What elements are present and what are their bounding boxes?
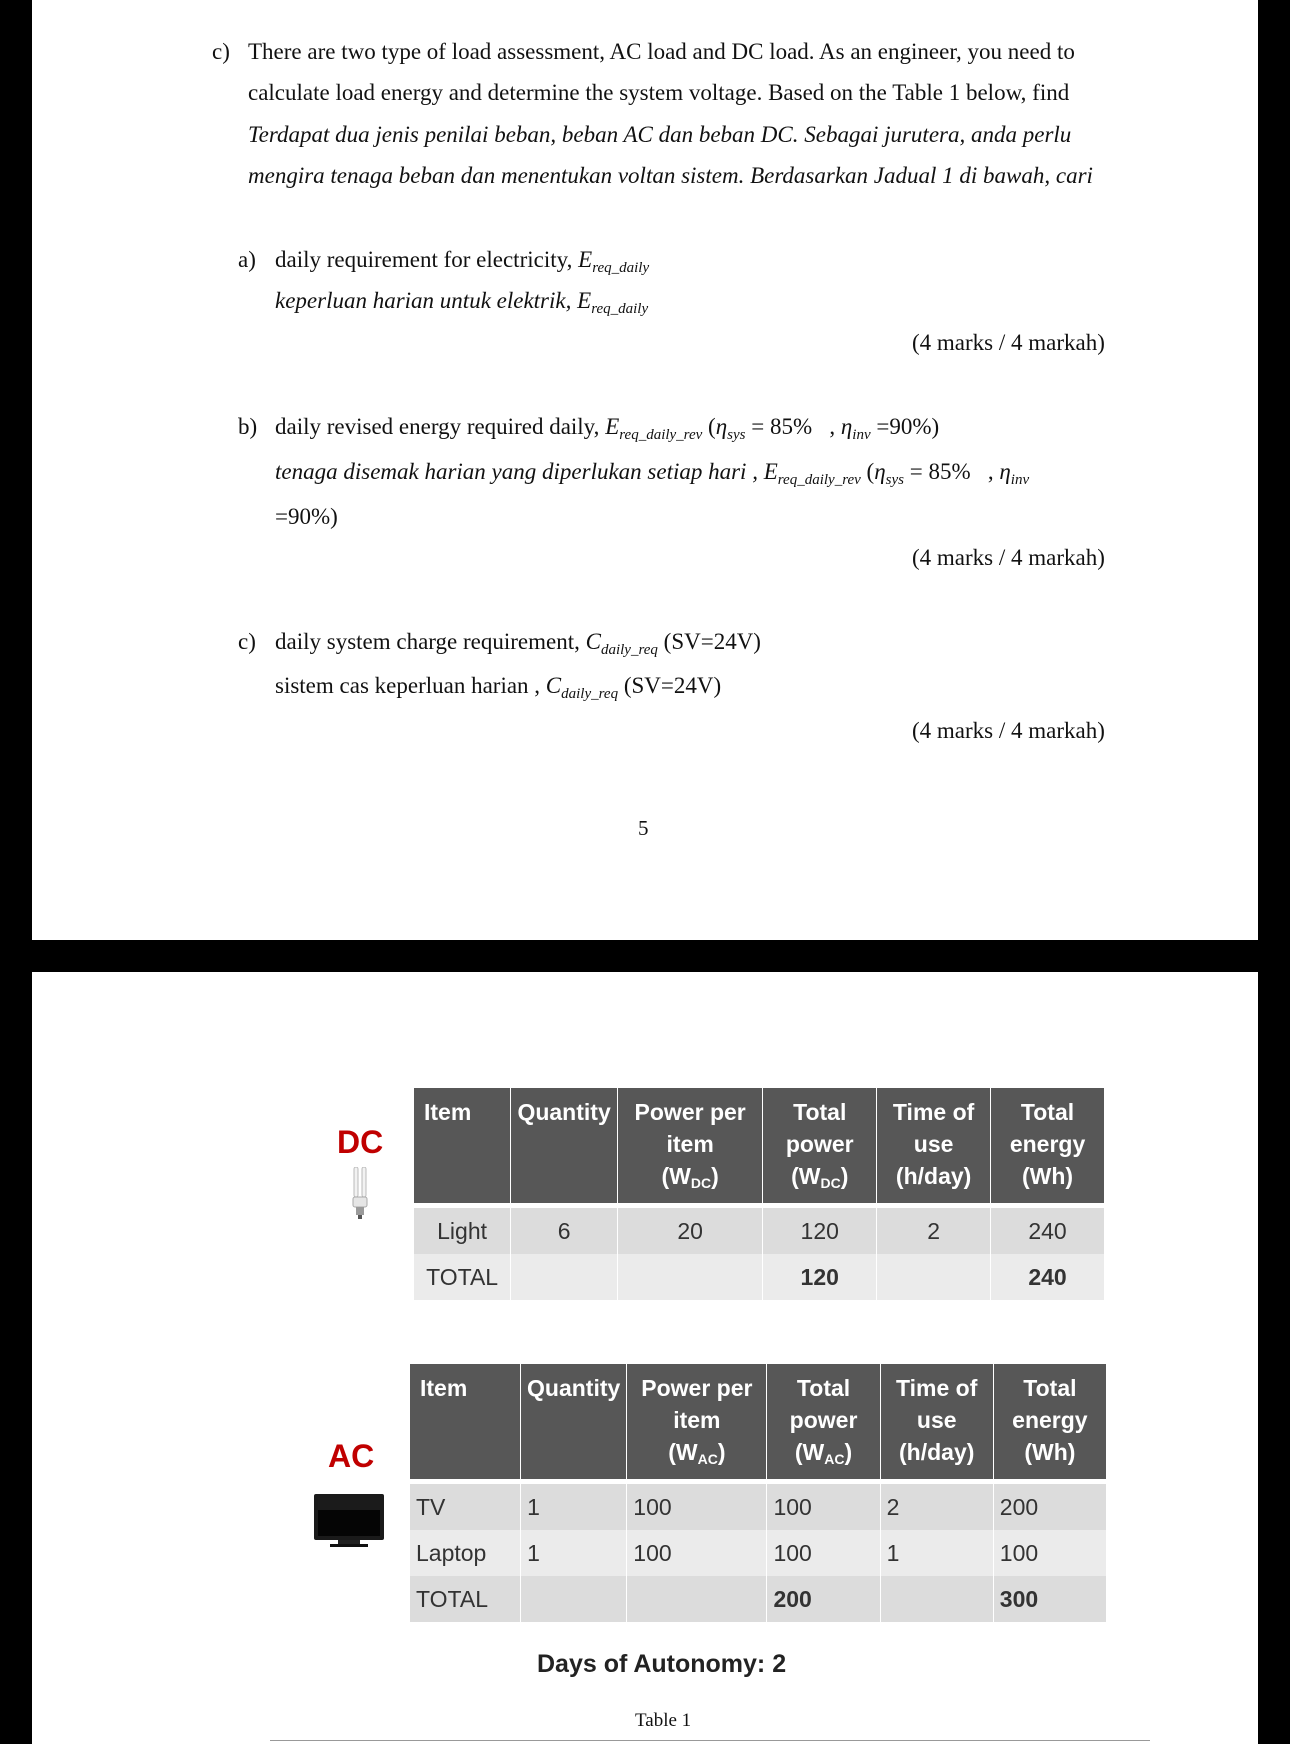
part-a-en: daily requirement for electricity, $E_{req\_daily}$ [275, 247, 650, 276]
dc-header-total-power: Total power $(W_{DC})$ [763, 1088, 877, 1206]
ac-cell-quantity: 1 [521, 1482, 627, 1531]
ac-total-power: 200 [767, 1576, 880, 1622]
part-c-en: daily system charge requirement, $C_{daily\_req}$ (SV=24V) [275, 629, 761, 658]
page-number: 5 [638, 816, 649, 840]
ac-header-power-per-item: Power per item $(W_{AC})$ [627, 1364, 767, 1482]
dc-total-energy: 240 [991, 1254, 1104, 1300]
ac-header-total-power: Total power $(W_{AC})$ [767, 1364, 880, 1482]
dc-cell-power-per-item: 20 [618, 1206, 763, 1255]
dc-cell-total-energy: 240 [991, 1206, 1104, 1255]
part-c-ms: sistem cas keperluan harian , $C_{daily\_req}$ (SV=24V) [275, 673, 722, 702]
part-b-label: b) [238, 414, 258, 439]
part-a-ms: keperluan harian untuk elektrik, $E_{req\_daily}$ [275, 288, 649, 317]
ac-label: AC [328, 1438, 375, 1474]
dc-cell-total-power: 120 [763, 1206, 877, 1255]
dc-total-label: TOTAL [414, 1254, 511, 1300]
part-a-marks: (4 marks / 4 markah) [912, 330, 1105, 355]
part-b-ms-wrap: =90%) [275, 504, 338, 529]
ac-cell-total-power: 100 [767, 1482, 880, 1531]
tv-icon [314, 1494, 384, 1548]
ac-load-table [410, 1364, 1106, 1622]
dc-load-table [414, 1088, 1104, 1300]
ac-header-quantity: Quantity [521, 1364, 627, 1482]
ac-cell-item: Laptop [410, 1530, 521, 1576]
ac-cell-item: TV [410, 1482, 521, 1531]
part-c-label: c) [238, 629, 256, 654]
table-caption: Table 1 [635, 1710, 692, 1731]
ac-cell-time-of-use: 2 [880, 1482, 993, 1531]
intro-ms-line1: Terdapat dua jenis penilai beban, beban AC dan beban DC. Sebagai jurutera, anda perlu [248, 122, 1072, 147]
dc-cell-time-of-use: 2 [877, 1206, 991, 1255]
days-of-autonomy: Days of Autonomy: 2 [537, 1650, 787, 1678]
dc-label: DC [337, 1124, 384, 1160]
ac-cell-total-energy: 200 [993, 1482, 1106, 1531]
part-c-marks: (4 marks / 4 markah) [912, 718, 1105, 743]
dc-header-quantity: Quantity [511, 1088, 618, 1206]
part-b-en: daily revised energy required daily, $E_{req\_daily\_rev}$ ($\eta_{sys} = 85\%$ , $\eta_{inv} =90\%$) [275, 414, 940, 443]
dc-total-power: 120 [763, 1254, 877, 1300]
question-page [32, 0, 1258, 940]
ac-header-total-energy: Total energy (Wh) [993, 1364, 1106, 1482]
ac-header-time-of-use: Time of use (h/day) [880, 1364, 993, 1482]
ac-cell-total-power: 100 [767, 1530, 880, 1576]
ac-total-label: TOTAL [410, 1576, 521, 1622]
question-number: c) [212, 39, 230, 64]
intro-ms-line2: mengira tenaga beban dan menentukan voltan sistem. Berdasarkan Jadual 1 di bawah, cari [248, 163, 1093, 188]
intro-en-line2: calculate load energy and determine the system voltage. Based on the Table 1 below, find [248, 80, 1070, 105]
intro-en-line1: There are two type of load assessment, AC load and DC load. As an engineer, you need to [248, 39, 1075, 64]
ac-cell-power-per-item: 100 [627, 1482, 767, 1531]
table-row [414, 1206, 1104, 1255]
table-row [410, 1576, 1106, 1622]
table-row [414, 1254, 1104, 1300]
ac-header-item: Item [410, 1364, 521, 1482]
part-a-label: a) [238, 247, 256, 272]
table-page [32, 972, 1258, 1744]
dc-header-time-of-use: Time of use (h/day) [877, 1088, 991, 1206]
ac-cell-time-of-use: 1 [880, 1530, 993, 1576]
dc-header-total-energy: Total energy (Wh) [991, 1088, 1104, 1206]
table-row [410, 1482, 1106, 1531]
ac-cell-power-per-item: 100 [627, 1530, 767, 1576]
dc-header-item: Item [414, 1088, 511, 1206]
table-row [410, 1530, 1106, 1576]
dc-cell-item: Light [414, 1206, 511, 1255]
part-b-marks: (4 marks / 4 markah) [912, 545, 1105, 570]
ac-total-energy: 300 [993, 1576, 1106, 1622]
divider [270, 1740, 1150, 1741]
dc-header-power-per-item: Power per item $(W_{DC})$ [618, 1088, 763, 1206]
ac-cell-total-energy: 100 [993, 1530, 1106, 1576]
dc-cell-quantity: 6 [511, 1206, 618, 1255]
part-b-ms: tenaga disemak harian yang diperlukan setiap hari , $E_{req\_daily\_rev}$ ($\eta_{sys} = 85\%$ , $\eta_{inv}$ [275, 459, 1030, 488]
cfl-bulb-icon [350, 1167, 370, 1221]
ac-cell-quantity: 1 [521, 1530, 627, 1576]
